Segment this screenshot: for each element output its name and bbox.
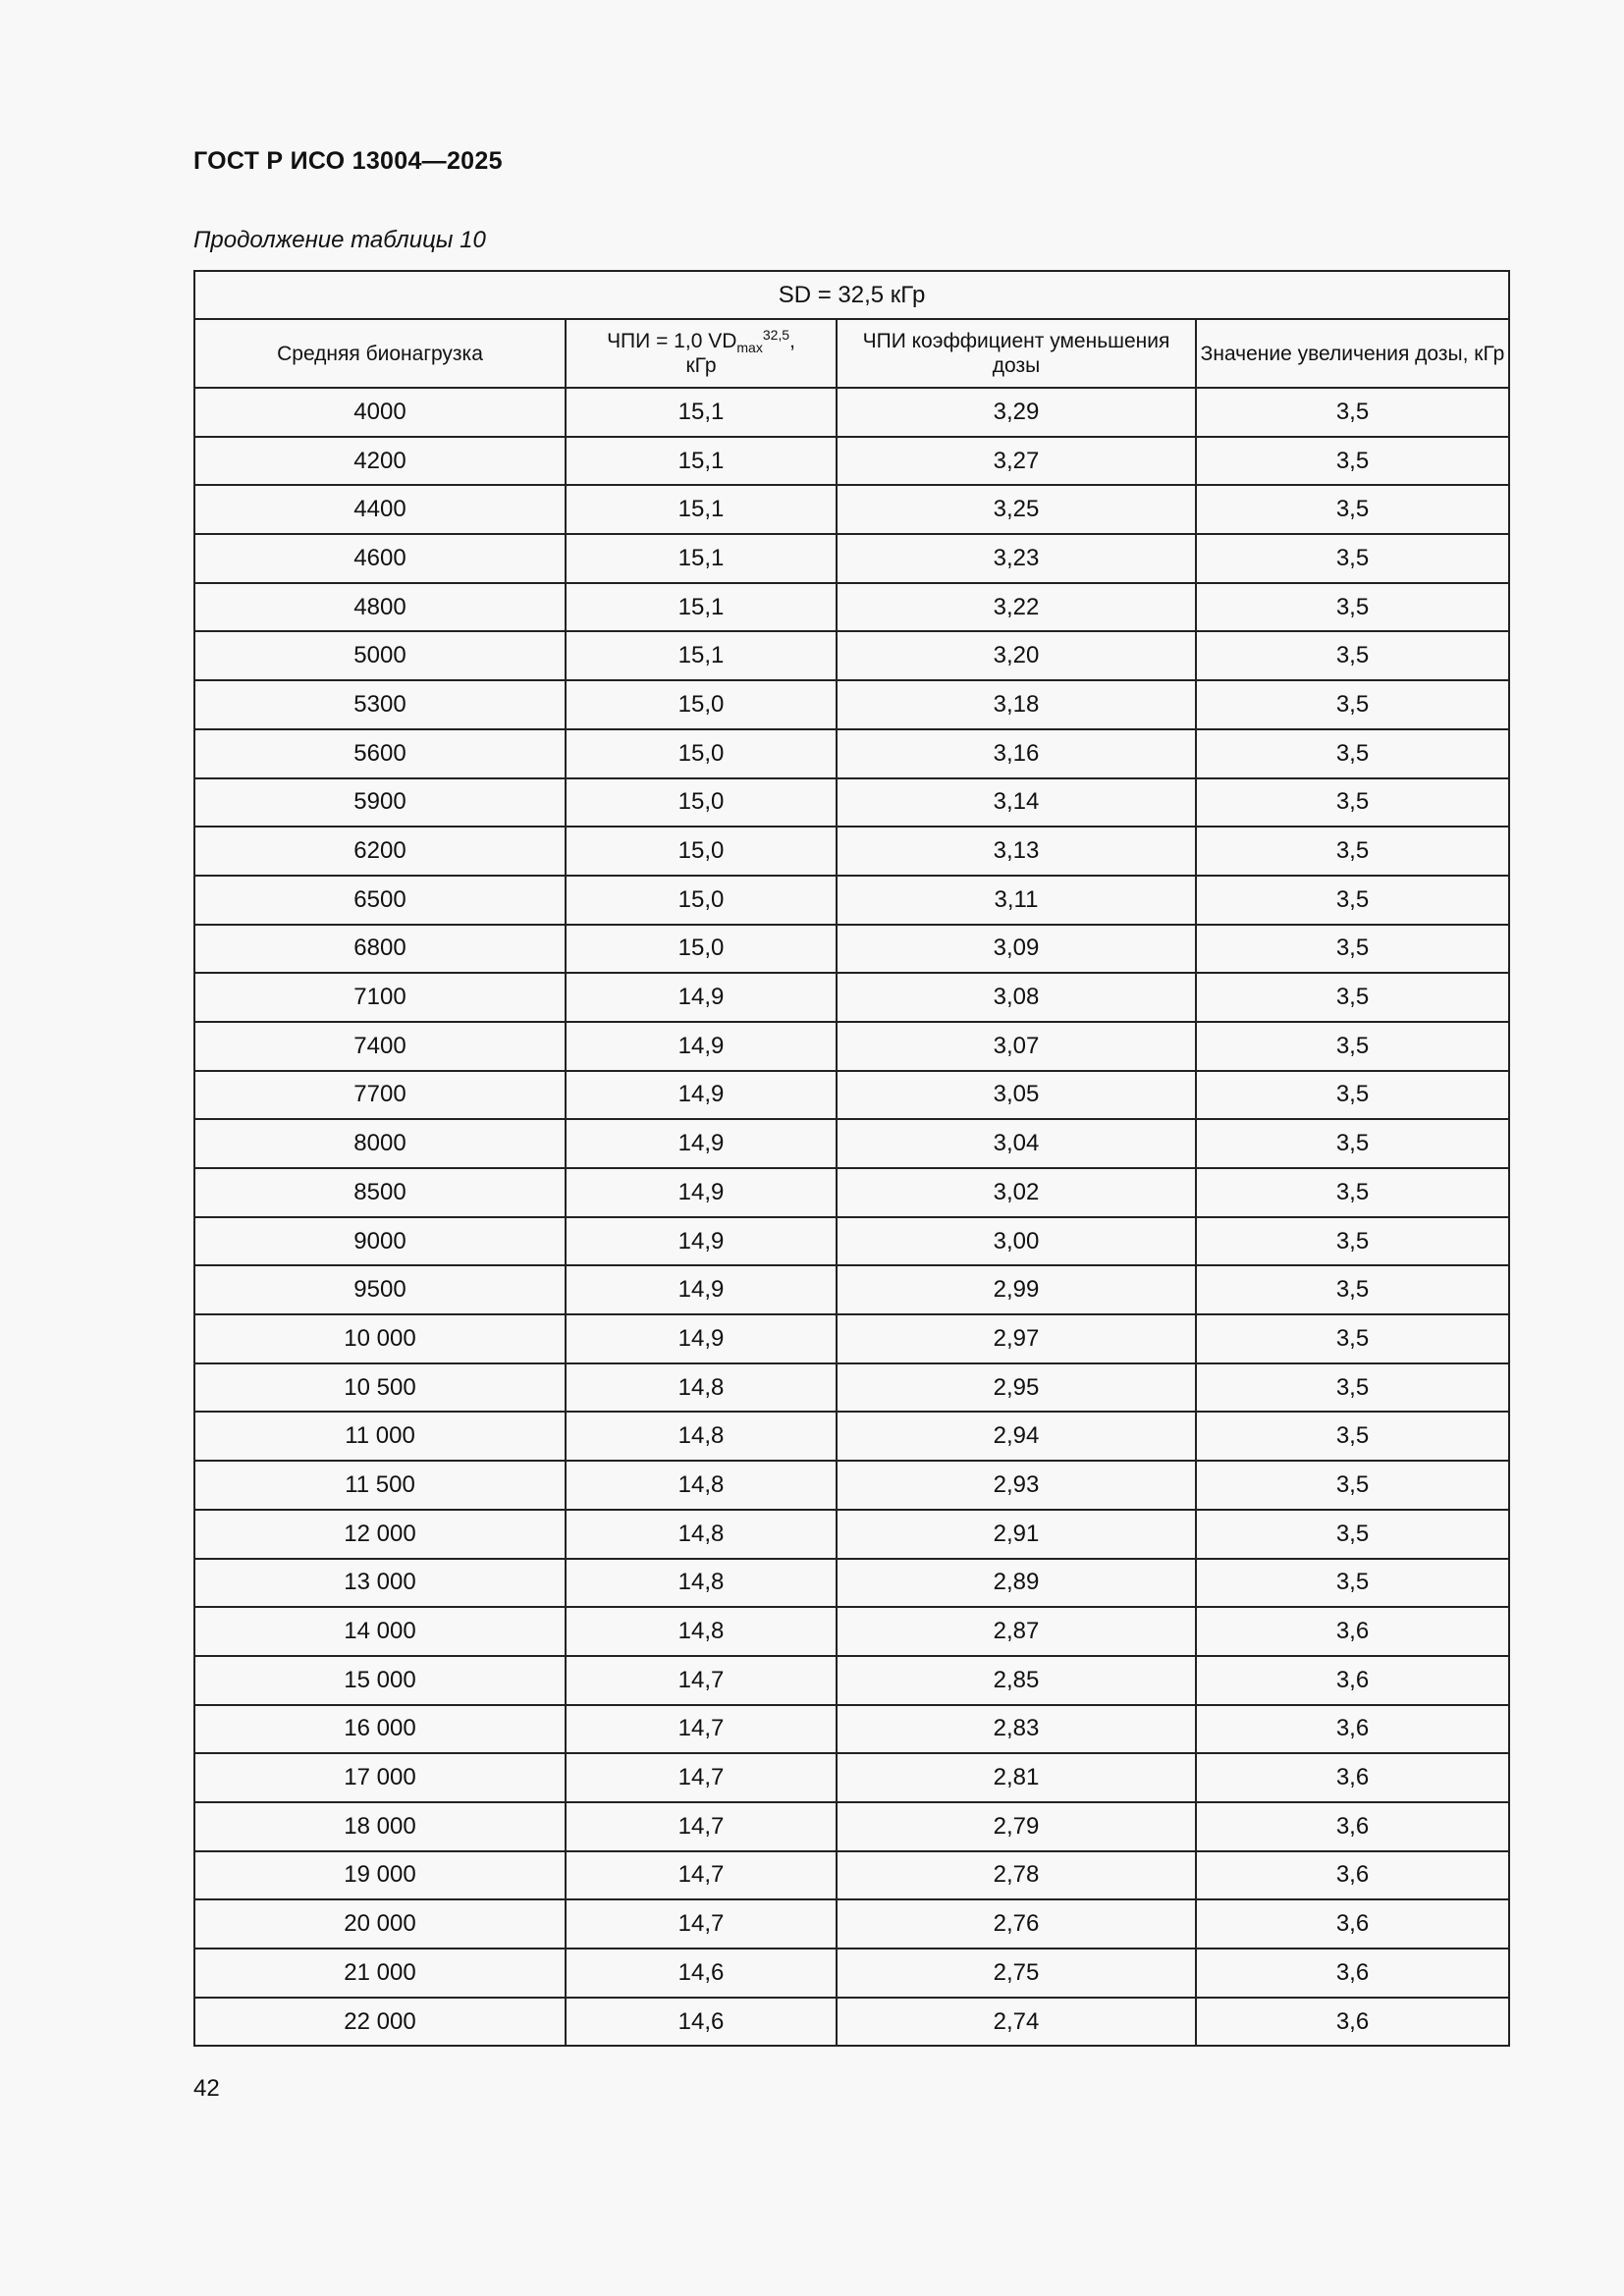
cell-dose-increment: 3,6 <box>1196 1705 1509 1754</box>
cell-dose-increment: 3,6 <box>1196 1899 1509 1949</box>
cell-vd: 15,1 <box>566 631 837 680</box>
cell-reduction-factor: 2,95 <box>837 1363 1196 1413</box>
cell-bioburden: 5600 <box>194 729 566 778</box>
table-row <box>194 1899 1509 1949</box>
table-row <box>194 1851 1509 1900</box>
cell-bioburden: 16 000 <box>194 1705 566 1754</box>
cell-reduction-factor: 2,78 <box>837 1851 1196 1900</box>
cell-reduction-factor: 2,85 <box>837 1656 1196 1705</box>
cell-reduction-factor: 2,94 <box>837 1412 1196 1461</box>
table-row <box>194 1998 1509 2047</box>
cell-dose-increment: 3,6 <box>1196 1851 1509 1900</box>
cell-vd: 14,8 <box>566 1412 837 1461</box>
cell-vd: 14,7 <box>566 1899 837 1949</box>
cell-vd: 14,6 <box>566 1998 837 2047</box>
cell-reduction-factor: 3,18 <box>837 680 1196 729</box>
cell-dose-increment: 3,5 <box>1196 925 1509 974</box>
cell-bioburden: 6800 <box>194 925 566 974</box>
cell-reduction-factor: 2,99 <box>837 1265 1196 1314</box>
cell-dose-increment: 3,5 <box>1196 1314 1509 1363</box>
cell-reduction-factor: 3,08 <box>837 973 1196 1022</box>
cell-vd: 14,8 <box>566 1559 837 1608</box>
cell-dose-increment: 3,6 <box>1196 1607 1509 1656</box>
table-body <box>194 388 1509 2046</box>
cell-dose-increment: 3,5 <box>1196 485 1509 534</box>
cell-vd: 14,8 <box>566 1510 837 1559</box>
table-row <box>194 1461 1509 1510</box>
cell-reduction-factor: 2,75 <box>837 1949 1196 1998</box>
cell-dose-increment: 3,5 <box>1196 876 1509 925</box>
table-row <box>194 1607 1509 1656</box>
cell-vd: 14,9 <box>566 1314 837 1363</box>
document-header: ГОСТ Р ИСО 13004—2025 <box>193 147 503 175</box>
cell-dose-increment: 3,5 <box>1196 973 1509 1022</box>
cell-reduction-factor: 3,14 <box>837 778 1196 828</box>
cell-bioburden: 13 000 <box>194 1559 566 1608</box>
cell-reduction-factor: 2,83 <box>837 1705 1196 1754</box>
cell-reduction-factor: 3,07 <box>837 1022 1196 1071</box>
table-row <box>194 680 1509 729</box>
cell-bioburden: 10 500 <box>194 1363 566 1413</box>
table-row <box>194 631 1509 680</box>
cell-reduction-factor: 3,25 <box>837 485 1196 534</box>
cell-bioburden: 9000 <box>194 1217 566 1266</box>
cell-reduction-factor: 3,02 <box>837 1168 1196 1217</box>
cell-dose-increment: 3,6 <box>1196 1998 1509 2047</box>
vd-header-sub: max <box>736 340 763 356</box>
cell-bioburden: 7700 <box>194 1071 566 1120</box>
cell-bioburden: 22 000 <box>194 1998 566 2047</box>
vd-header-unit: кГр <box>685 354 717 377</box>
table-row <box>194 729 1509 778</box>
cell-vd: 14,9 <box>566 1217 837 1266</box>
cell-dose-increment: 3,5 <box>1196 1071 1509 1120</box>
table-row <box>194 1119 1509 1168</box>
cell-bioburden: 12 000 <box>194 1510 566 1559</box>
table-row <box>194 1363 1509 1413</box>
cell-dose-increment: 3,5 <box>1196 1363 1509 1413</box>
cell-reduction-factor: 3,11 <box>837 876 1196 925</box>
cell-vd: 14,7 <box>566 1802 837 1851</box>
cell-vd: 15,1 <box>566 437 837 486</box>
cell-reduction-factor: 3,04 <box>837 1119 1196 1168</box>
cell-bioburden: 6200 <box>194 827 566 876</box>
cell-dose-increment: 3,5 <box>1196 631 1509 680</box>
table-row <box>194 1022 1509 1071</box>
table-row <box>194 437 1509 486</box>
table-row <box>194 876 1509 925</box>
cell-bioburden: 5000 <box>194 631 566 680</box>
cell-bioburden: 4400 <box>194 485 566 534</box>
column-header-bioburden: Средняя бионагрузка <box>194 319 566 388</box>
cell-vd: 15,0 <box>566 876 837 925</box>
cell-bioburden: 8500 <box>194 1168 566 1217</box>
cell-bioburden: 7400 <box>194 1022 566 1071</box>
cell-vd: 14,9 <box>566 1119 837 1168</box>
column-header-reduction-factor: ЧПИ коэффициент уменьшения дозы <box>837 319 1196 388</box>
cell-dose-increment: 3,5 <box>1196 1412 1509 1461</box>
table-row <box>194 583 1509 632</box>
table-row <box>194 1071 1509 1120</box>
column-header-dose-increment: Значение увеличения дозы, кГр <box>1196 319 1509 388</box>
cell-bioburden: 9500 <box>194 1265 566 1314</box>
cell-bioburden: 5300 <box>194 680 566 729</box>
table-row <box>194 1314 1509 1363</box>
cell-vd: 15,0 <box>566 680 837 729</box>
cell-dose-increment: 3,5 <box>1196 1461 1509 1510</box>
table-row <box>194 1656 1509 1705</box>
cell-vd: 15,0 <box>566 778 837 828</box>
cell-reduction-factor: 3,13 <box>837 827 1196 876</box>
cell-dose-increment: 3,6 <box>1196 1949 1509 1998</box>
table-row <box>194 925 1509 974</box>
cell-bioburden: 7100 <box>194 973 566 1022</box>
cell-dose-increment: 3,6 <box>1196 1802 1509 1851</box>
table-row <box>194 973 1509 1022</box>
cell-dose-increment: 3,5 <box>1196 534 1509 583</box>
cell-dose-increment: 3,5 <box>1196 1559 1509 1608</box>
cell-reduction-factor: 2,79 <box>837 1802 1196 1851</box>
cell-reduction-factor: 3,27 <box>837 437 1196 486</box>
column-header-vd <box>566 319 837 388</box>
table-row <box>194 388 1509 437</box>
cell-bioburden: 8000 <box>194 1119 566 1168</box>
table-row <box>194 485 1509 534</box>
cell-dose-increment: 3,5 <box>1196 680 1509 729</box>
table-row <box>194 778 1509 828</box>
page-number: 42 <box>193 2075 220 2102</box>
table-row <box>194 1265 1509 1314</box>
cell-vd: 15,0 <box>566 827 837 876</box>
cell-reduction-factor: 2,97 <box>837 1314 1196 1363</box>
vd-header-sup: 32,5 <box>762 327 790 343</box>
cell-dose-increment: 3,5 <box>1196 388 1509 437</box>
sd-title: SD = 32,5 кГр <box>194 271 1509 319</box>
cell-reduction-factor: 3,16 <box>837 729 1196 778</box>
cell-bioburden: 19 000 <box>194 1851 566 1900</box>
data-table <box>193 270 1510 2047</box>
cell-reduction-factor: 3,20 <box>837 631 1196 680</box>
cell-vd: 15,1 <box>566 583 837 632</box>
table-row <box>194 1753 1509 1802</box>
cell-bioburden: 4000 <box>194 388 566 437</box>
cell-dose-increment: 3,6 <box>1196 1753 1509 1802</box>
cell-bioburden: 18 000 <box>194 1802 566 1851</box>
cell-reduction-factor: 3,29 <box>837 388 1196 437</box>
cell-vd: 14,7 <box>566 1705 837 1754</box>
cell-dose-increment: 3,5 <box>1196 1510 1509 1559</box>
cell-reduction-factor: 3,23 <box>837 534 1196 583</box>
cell-dose-increment: 3,5 <box>1196 1265 1509 1314</box>
cell-reduction-factor: 2,93 <box>837 1461 1196 1510</box>
cell-dose-increment: 3,5 <box>1196 437 1509 486</box>
vd-header-prefix: ЧПИ = 1,0 VD <box>607 330 737 352</box>
cell-bioburden: 21 000 <box>194 1949 566 1998</box>
cell-bioburden: 11 500 <box>194 1461 566 1510</box>
cell-vd: 14,6 <box>566 1949 837 1998</box>
cell-reduction-factor: 2,76 <box>837 1899 1196 1949</box>
cell-bioburden: 4800 <box>194 583 566 632</box>
cell-reduction-factor: 2,81 <box>837 1753 1196 1802</box>
cell-reduction-factor: 3,00 <box>837 1217 1196 1266</box>
cell-reduction-factor: 3,09 <box>837 925 1196 974</box>
cell-dose-increment: 3,5 <box>1196 1119 1509 1168</box>
cell-vd: 14,8 <box>566 1607 837 1656</box>
cell-vd: 14,9 <box>566 1071 837 1120</box>
cell-dose-increment: 3,5 <box>1196 1217 1509 1266</box>
cell-reduction-factor: 3,05 <box>837 1071 1196 1120</box>
table-row <box>194 827 1509 876</box>
table-row <box>194 1802 1509 1851</box>
cell-bioburden: 6500 <box>194 876 566 925</box>
table-row <box>194 1949 1509 1998</box>
cell-reduction-factor: 2,91 <box>837 1510 1196 1559</box>
cell-reduction-factor: 2,74 <box>837 1998 1196 2047</box>
vd-header-comma: , <box>789 330 795 352</box>
cell-bioburden: 20 000 <box>194 1899 566 1949</box>
table-row <box>194 1510 1509 1559</box>
cell-bioburden: 11 000 <box>194 1412 566 1461</box>
cell-vd: 15,1 <box>566 388 837 437</box>
cell-dose-increment: 3,5 <box>1196 1022 1509 1071</box>
table-row <box>194 534 1509 583</box>
table-row <box>194 1705 1509 1754</box>
cell-dose-increment: 3,6 <box>1196 1656 1509 1705</box>
table-caption: Продолжение таблицы 10 <box>193 227 486 253</box>
cell-vd: 15,0 <box>566 729 837 778</box>
cell-bioburden: 15 000 <box>194 1656 566 1705</box>
table-row <box>194 1168 1509 1217</box>
cell-vd: 14,7 <box>566 1656 837 1705</box>
cell-bioburden: 10 000 <box>194 1314 566 1363</box>
table-row <box>194 1412 1509 1461</box>
cell-vd: 14,9 <box>566 973 837 1022</box>
cell-bioburden: 14 000 <box>194 1607 566 1656</box>
cell-vd: 14,8 <box>566 1363 837 1413</box>
cell-vd: 14,9 <box>566 1168 837 1217</box>
cell-vd: 14,9 <box>566 1265 837 1314</box>
cell-dose-increment: 3,5 <box>1196 583 1509 632</box>
table-row <box>194 1217 1509 1266</box>
cell-vd: 15,1 <box>566 485 837 534</box>
table-row <box>194 1559 1509 1608</box>
cell-vd: 14,7 <box>566 1753 837 1802</box>
cell-vd: 14,7 <box>566 1851 837 1900</box>
cell-bioburden: 5900 <box>194 778 566 828</box>
cell-vd: 15,0 <box>566 925 837 974</box>
cell-vd: 14,8 <box>566 1461 837 1510</box>
cell-dose-increment: 3,5 <box>1196 1168 1509 1217</box>
cell-vd: 15,1 <box>566 534 837 583</box>
cell-reduction-factor: 3,22 <box>837 583 1196 632</box>
cell-dose-increment: 3,5 <box>1196 827 1509 876</box>
cell-vd: 14,9 <box>566 1022 837 1071</box>
cell-reduction-factor: 2,89 <box>837 1559 1196 1608</box>
cell-bioburden: 4600 <box>194 534 566 583</box>
cell-dose-increment: 3,5 <box>1196 778 1509 828</box>
cell-bioburden: 17 000 <box>194 1753 566 1802</box>
cell-bioburden: 4200 <box>194 437 566 486</box>
cell-reduction-factor: 2,87 <box>837 1607 1196 1656</box>
cell-dose-increment: 3,5 <box>1196 729 1509 778</box>
